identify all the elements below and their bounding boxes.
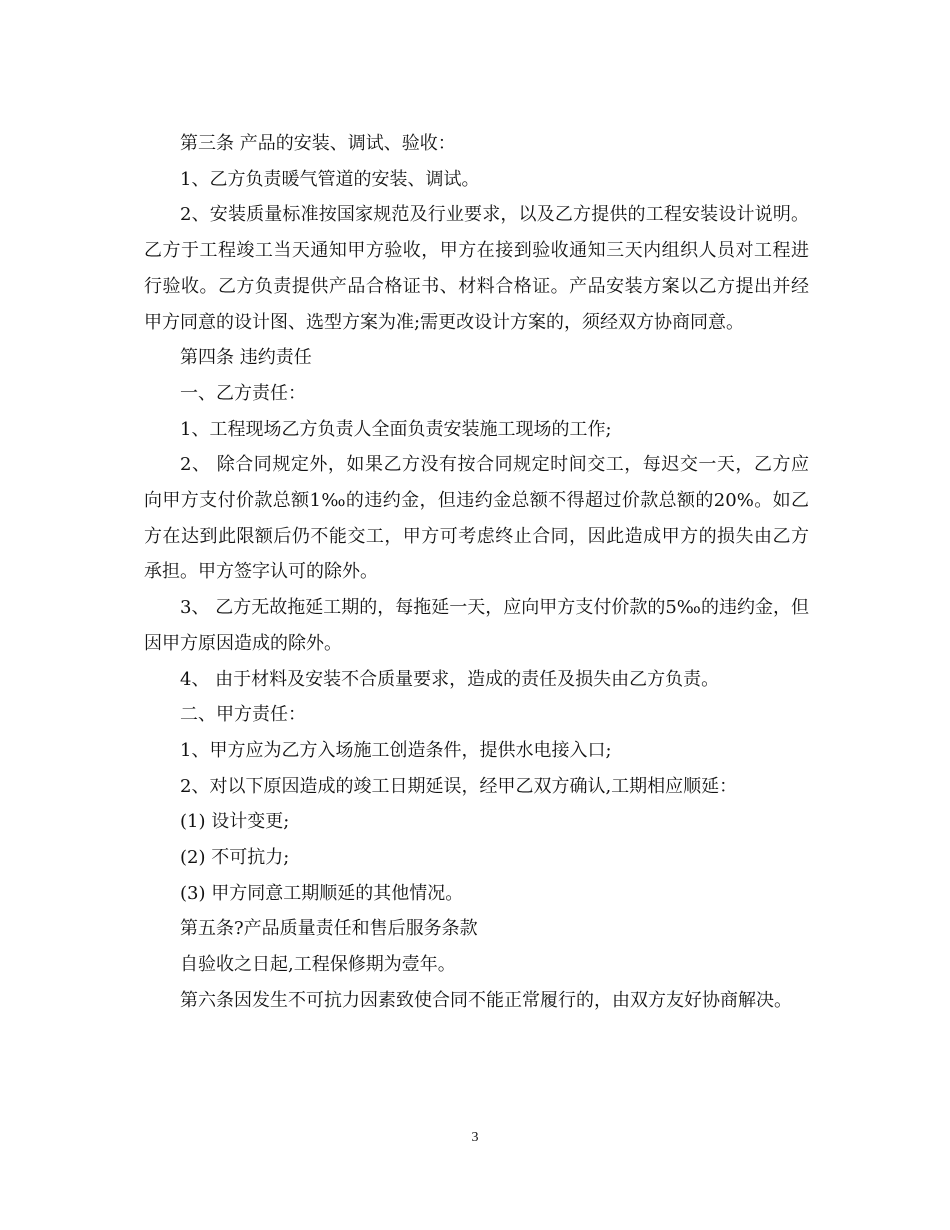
document-body <box>144 126 809 1019</box>
party-b-item-4: 4、 由于材料及安装不合质量要求，造成的责任及损失由乙方负责。 <box>180 668 720 690</box>
delay-reason-1: (1) 设计变更; <box>180 811 290 833</box>
party-b-item-3: 3、 乙方无故拖延工期的，每拖延一天，应向甲方支付价款的5‰的违约金，但因甲方原因造成的除外。 <box>144 597 809 654</box>
article-3-item-2: 2、安装质量标准按国家规范及行业要求，以及乙方提供的工程安装设计说明。乙方于工程竣工当天通知甲方验收，甲方在接到验收通知三天内组织人员对工程进行验收。乙方负责提供产品合格证书、材料合格证。产品安装方案以乙方提出并经甲方同意的设计图、选型方案为准;需更改设计方案的，须经双方协商同意。 <box>144 204 809 333</box>
warranty-clause: 自验收之日起,工程保修期为壹年。 <box>180 954 456 976</box>
page-number: 3 <box>471 1130 479 1145</box>
article-3-item-1: 1、乙方负责暖气管道的安装、调试。 <box>180 168 480 190</box>
party-a-item-1: 1、甲方应为乙方入场施工创造条件，提供水电接入口; <box>180 739 612 761</box>
article-3-heading: 第三条 产品的安装、调试、验收： <box>180 133 456 154</box>
party-b-responsibility-heading: 一、乙方责任： <box>180 382 306 404</box>
article-6-clause: 第六条因发生不可抗力因素致使合同不能正常履行的，由双方友好协商解决。 <box>180 989 792 1011</box>
article-5-heading: 第五条?产品质量责任和售后服务条款 <box>180 918 478 940</box>
party-b-item-1: 1、工程现场乙方负责人全面负责安装施工现场的工作; <box>180 418 612 440</box>
party-a-item-2: 2、对以下原因造成的竣工日期延误，经甲乙双方确认,工期相应顺延： <box>180 775 738 797</box>
delay-reason-2: (2) 不可抗力; <box>180 847 290 869</box>
party-b-item-2: 2、 除合同规定外，如果乙方没有按合同规定时间交工，每迟交一天，乙方应向甲方支付价款总额1‰的违约金，但违约金总额不得超过价款总额的20%。如乙方在达到此限额后仍不能交工，甲方可考虑终止合同，因此造成甲方的损失由乙方承担。甲方签字认可的除外。 <box>144 454 809 583</box>
delay-reason-3: (3) 甲方同意工期顺延的其他情况。 <box>180 882 464 904</box>
article-4-heading: 第四条 违约责任 <box>180 347 312 369</box>
party-a-responsibility-heading: 二、甲方责任： <box>180 704 306 726</box>
